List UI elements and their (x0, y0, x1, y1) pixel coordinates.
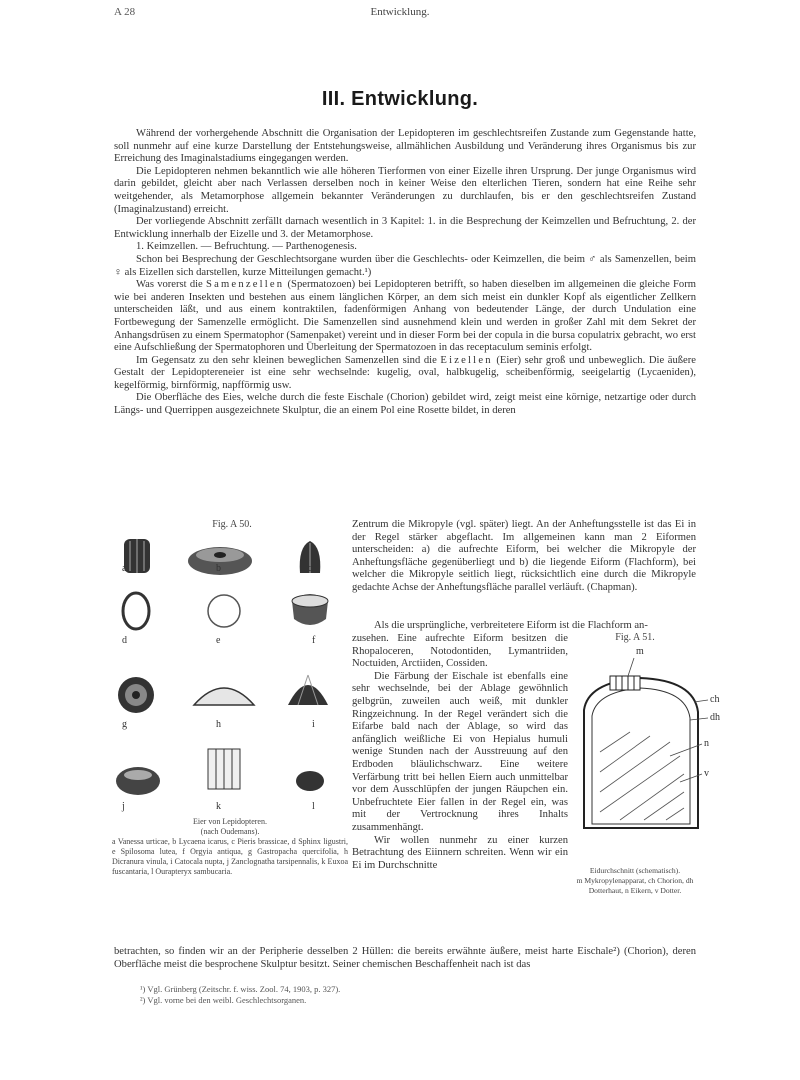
paragraph-sperm-a: Was vorerst die (136, 279, 206, 291)
paragraph-egg-forms: Zentrum die Mikropyle (vgl. später) liegt. An der Anheftungsstelle ist das Ei in der Regel stärker abgeflacht. Im allgemeinen kann man 2 Eiformen unterscheiden: a) die aufrechte Eiform, bei welcher die Mikropyle der Anheftungsfläche gegenüberliegt und b) die liegende Eiform (Flachform), bei welcher die Mikropyle seitlich liegt, rücksichtlich eine durch die Mikropyle gedachte Achse der Anheftungsfläche parallel verläuft. (Chapman). (352, 519, 696, 593)
egg-letter-e: e (216, 635, 221, 646)
egg-letter-i: i (312, 719, 315, 730)
paragraph-surface: Die Oberfläche des Eies, welche durch die feste Eischale (Chorion) gebildet wird, zeigt meist eine körnige, netzartige oder durch Längs- und Querrippen ausgezeichnete Skulptur, die an einem Pol eine Rosette bildet, in deren (114, 392, 696, 417)
egg-l-drawing (296, 771, 324, 791)
label-v: v (704, 768, 709, 779)
figure-a50-caption-title: Eier von Lepidopteren. (193, 817, 267, 826)
body-text-block (114, 128, 696, 418)
paragraph-chapters: Der vorliegende Abschnitt zerfällt darnach wesentlich in 3 Kapitel: 1. in die Besprechung der Keimzellen und Befruchtung, 2. der Entwicklung innerhalb der Eizelle und 3. der Metamorphose. (114, 216, 696, 240)
figure-a51-label: Fig. A 51. (615, 632, 655, 643)
paragraph-egg-interior: Wir wollen nunmehr zu einer kurzen Betrachtung des Eiinnern schreiten. Wenn wir ein Ei im Durchschnitte (352, 834, 568, 871)
term-eizellen: Eizellen (440, 354, 493, 366)
paragraph-egg-b: (Eier) sehr groß und unbeweglich. Die äußere Gestalt der Lepidoptereneier ist eine sehr wechselnde: kugelig, oval, halbkugelig, scheibenförmig, seeigelartig (Lycaeniden), kegelförmig, birnförmig, napfförmig usw. (114, 354, 696, 391)
footnote-1: ¹) Vgl. Grünberg (Zeitschr. f. wiss. Zool. 74, 1903, p. 327). (140, 984, 341, 994)
figure-a50-caption (112, 817, 348, 877)
egg-letter-c: c (308, 563, 313, 574)
chapter-title: III. Entwicklung. (321, 88, 479, 110)
figure-a51-caption-title: Eidurchschnitt (schematisch). (589, 866, 681, 875)
paragraph-intro: Während der vorhergehende Abschnitt die Organisation der Lepidopteren im geschlechtsreifen Zustande zum Gegenstande hatte, soll nunmehr auf eine kurze Darstellung der Entstehungsweise, allmählichen Ausbildung und Veränderung ihres Organismus bis zur Erreichung des Imaginalstadiums eingegangen werden. (114, 128, 696, 165)
egg-letter-g: g (122, 719, 127, 730)
figure-a51-caption-body: m Mykropylenapparat, ch Chorion, dh Dotterhaut, n Eikern, v Dotter. (576, 876, 694, 895)
page-number: A 28 (114, 6, 136, 18)
egg-k-drawing (208, 749, 240, 789)
egg-e-drawing (208, 595, 240, 627)
micropyle-apparatus (610, 676, 640, 690)
label-ch: ch (710, 694, 720, 705)
egg-letter-k: k (216, 801, 221, 812)
egg-g-drawing (118, 677, 154, 713)
paragraph-flat-form: Als die ursprüngliche, verbreitetere Eiform ist die Flachform an- (374, 620, 648, 631)
figure-a51 (570, 632, 720, 912)
egg-d-drawing (123, 593, 149, 629)
paragraph-egg-a: Im Gegensatz zu den sehr kleinen beweglichen Samenzellen sind die (136, 354, 441, 366)
paragraph-germ-cells: Schon bei Besprechung der Geschlechtsorgane wurden über die Geschlechts- oder Keimzellen, die beim ♂ als Samenzellen, beim ♀ als Eizellen sich darstellen, kurze Mitteilungen gemacht.¹) (114, 253, 696, 278)
paragraph-sperm-b: (Spermatozoen) bei Lepidopteren betrifft, so haben dieselben im allgemeinen die gleiche Form wie bei anderen Insekten und bestehen aus einem länglichen Körper, an dem sich meist ein dunkler Kopf als eigentlicher Zellkern unterscheiden läßt, und aus einem kontraktilen, fadenförmigen Anhang von bedeutender Länge, der durch Undulation eine Fortbewegung der Samenzelle ermöglicht. Die Samenzellen sind ausnehmend klein und werden in großer Zahl mit dem Sekret der Anhangsdrüsen zu einem Spermatophor (Samenpaket) vereint und in dieser Form bei der copula in die bursa copulatrix gebracht, wo erst eine Aufschließung der Spermatophoren und Überleitung der Spermatozoen in das receptaculum seminis erfolgt. (114, 279, 696, 354)
paragraph-egg-membranes: betrachten, so finden wir an der Peripherie desselben 2 Hüllen: die bereits erwähnte äußere, meist harte Eischale²) (Chorion), deren Oberfläche meist die besprochene Skulptur besitzt. Seiner chemischen Beschaffenheit nach ist das (114, 946, 696, 970)
egg-h-drawing (194, 688, 254, 705)
paragraph-colour: Die Färbung der Eischale ist ebenfalls eine sehr wechselnde, bei der Ablage gewöhnlich gelbgrün, zuweilen auch weiß, mit dunkler Ringzeichnung. In der Regel verändert sich die Eifarbe bald nach der Ablage, so wird das anfänglich weißliche Ei von Hepialus humuli wenige Stunden nach der Ausstreuung auf den Erdboden bläulichschwarz. Eine weitere Verfärbung tritt bei hellen Eiern auch unmittelbar vor dem Ausschlüpfen der jungen Räupchen ein. Unbefruchtete Eier fallen in der Regel ein, was mit der Vertrocknung ihres Inhalts zusammenhängt. (352, 670, 568, 833)
label-n: n (704, 738, 709, 749)
figure-a50 (112, 519, 348, 939)
egg-j-drawing (116, 767, 160, 795)
figure-a50-caption-source: (nach Oudemans). (200, 827, 260, 836)
egg-letter-j: j (122, 801, 125, 812)
paragraph-upright-form: zusehen. Eine aufrechte Eiform besitzen die Rhopaloceren, Notodontiden, Lymantriiden, Noctuiden, Arctiiden, Cossiden. (352, 633, 568, 670)
egg-letter-b: b (216, 563, 221, 574)
figure-a51-caption (568, 866, 702, 896)
figure-a50-label: Fig. A 50. (212, 519, 252, 530)
egg-f-drawing (292, 594, 328, 625)
section-heading: 1. Keimzellen. — Befruchtung. — Parthenogenesis. (136, 241, 357, 253)
footnote-2: ²) Vgl. vorne bei den weibl. Geschlechtsorganen. (140, 995, 307, 1005)
narrow-column (352, 633, 568, 872)
egg-letter-a: a (122, 563, 127, 574)
term-samenzellen: Samenzellen (205, 279, 285, 291)
paragraph-egg-cells (114, 355, 696, 393)
egg-a-drawing (124, 539, 150, 573)
running-title: Entwicklung. (370, 6, 430, 18)
egg-letter-f: f (312, 635, 316, 646)
figure-a50-caption-body: a Vanessa urticae, b Lycaena icarus, c Pieris brassicae, d Sphinx ligustri, e Spilosoma lutea, f Orgyia antiqua, g Gastropacha quercifolia, h Dicranura vinula, i Catocala nupta, j Zanclognatha tarsipennalis, k Euxoa fuscantaria, l Ourapteryx sambucaria. (112, 837, 348, 876)
egg-letter-l: l (312, 801, 315, 812)
egg-letter-h: h (216, 719, 221, 730)
egg-illustrations (112, 519, 348, 819)
label-m: m (636, 646, 644, 657)
egg-letter-d: d (122, 635, 127, 646)
paragraph-sperm-cells (114, 279, 696, 355)
paragraph-metamorphosis: Die Lepidopteren nehmen bekanntlich wie alle höheren Tierformen von einer Eizelle ihren Ursprung. Der junge Organismus wird darin gebildet, gleicht aber nach Verlassen derselben noch in keiner Weise den elterlichen Tieren, sondern hat eine Reihe sehr weitgehender, als Metamorphose allgemein bekannter Veränderungen zu durchlaufen, bis er den geschlechtsreifen Zustand (Imaginalzustand) erreicht. (114, 165, 696, 215)
egg-i-drawing (288, 675, 328, 705)
label-dh: dh (710, 712, 720, 723)
egg-cross-section (570, 632, 720, 832)
